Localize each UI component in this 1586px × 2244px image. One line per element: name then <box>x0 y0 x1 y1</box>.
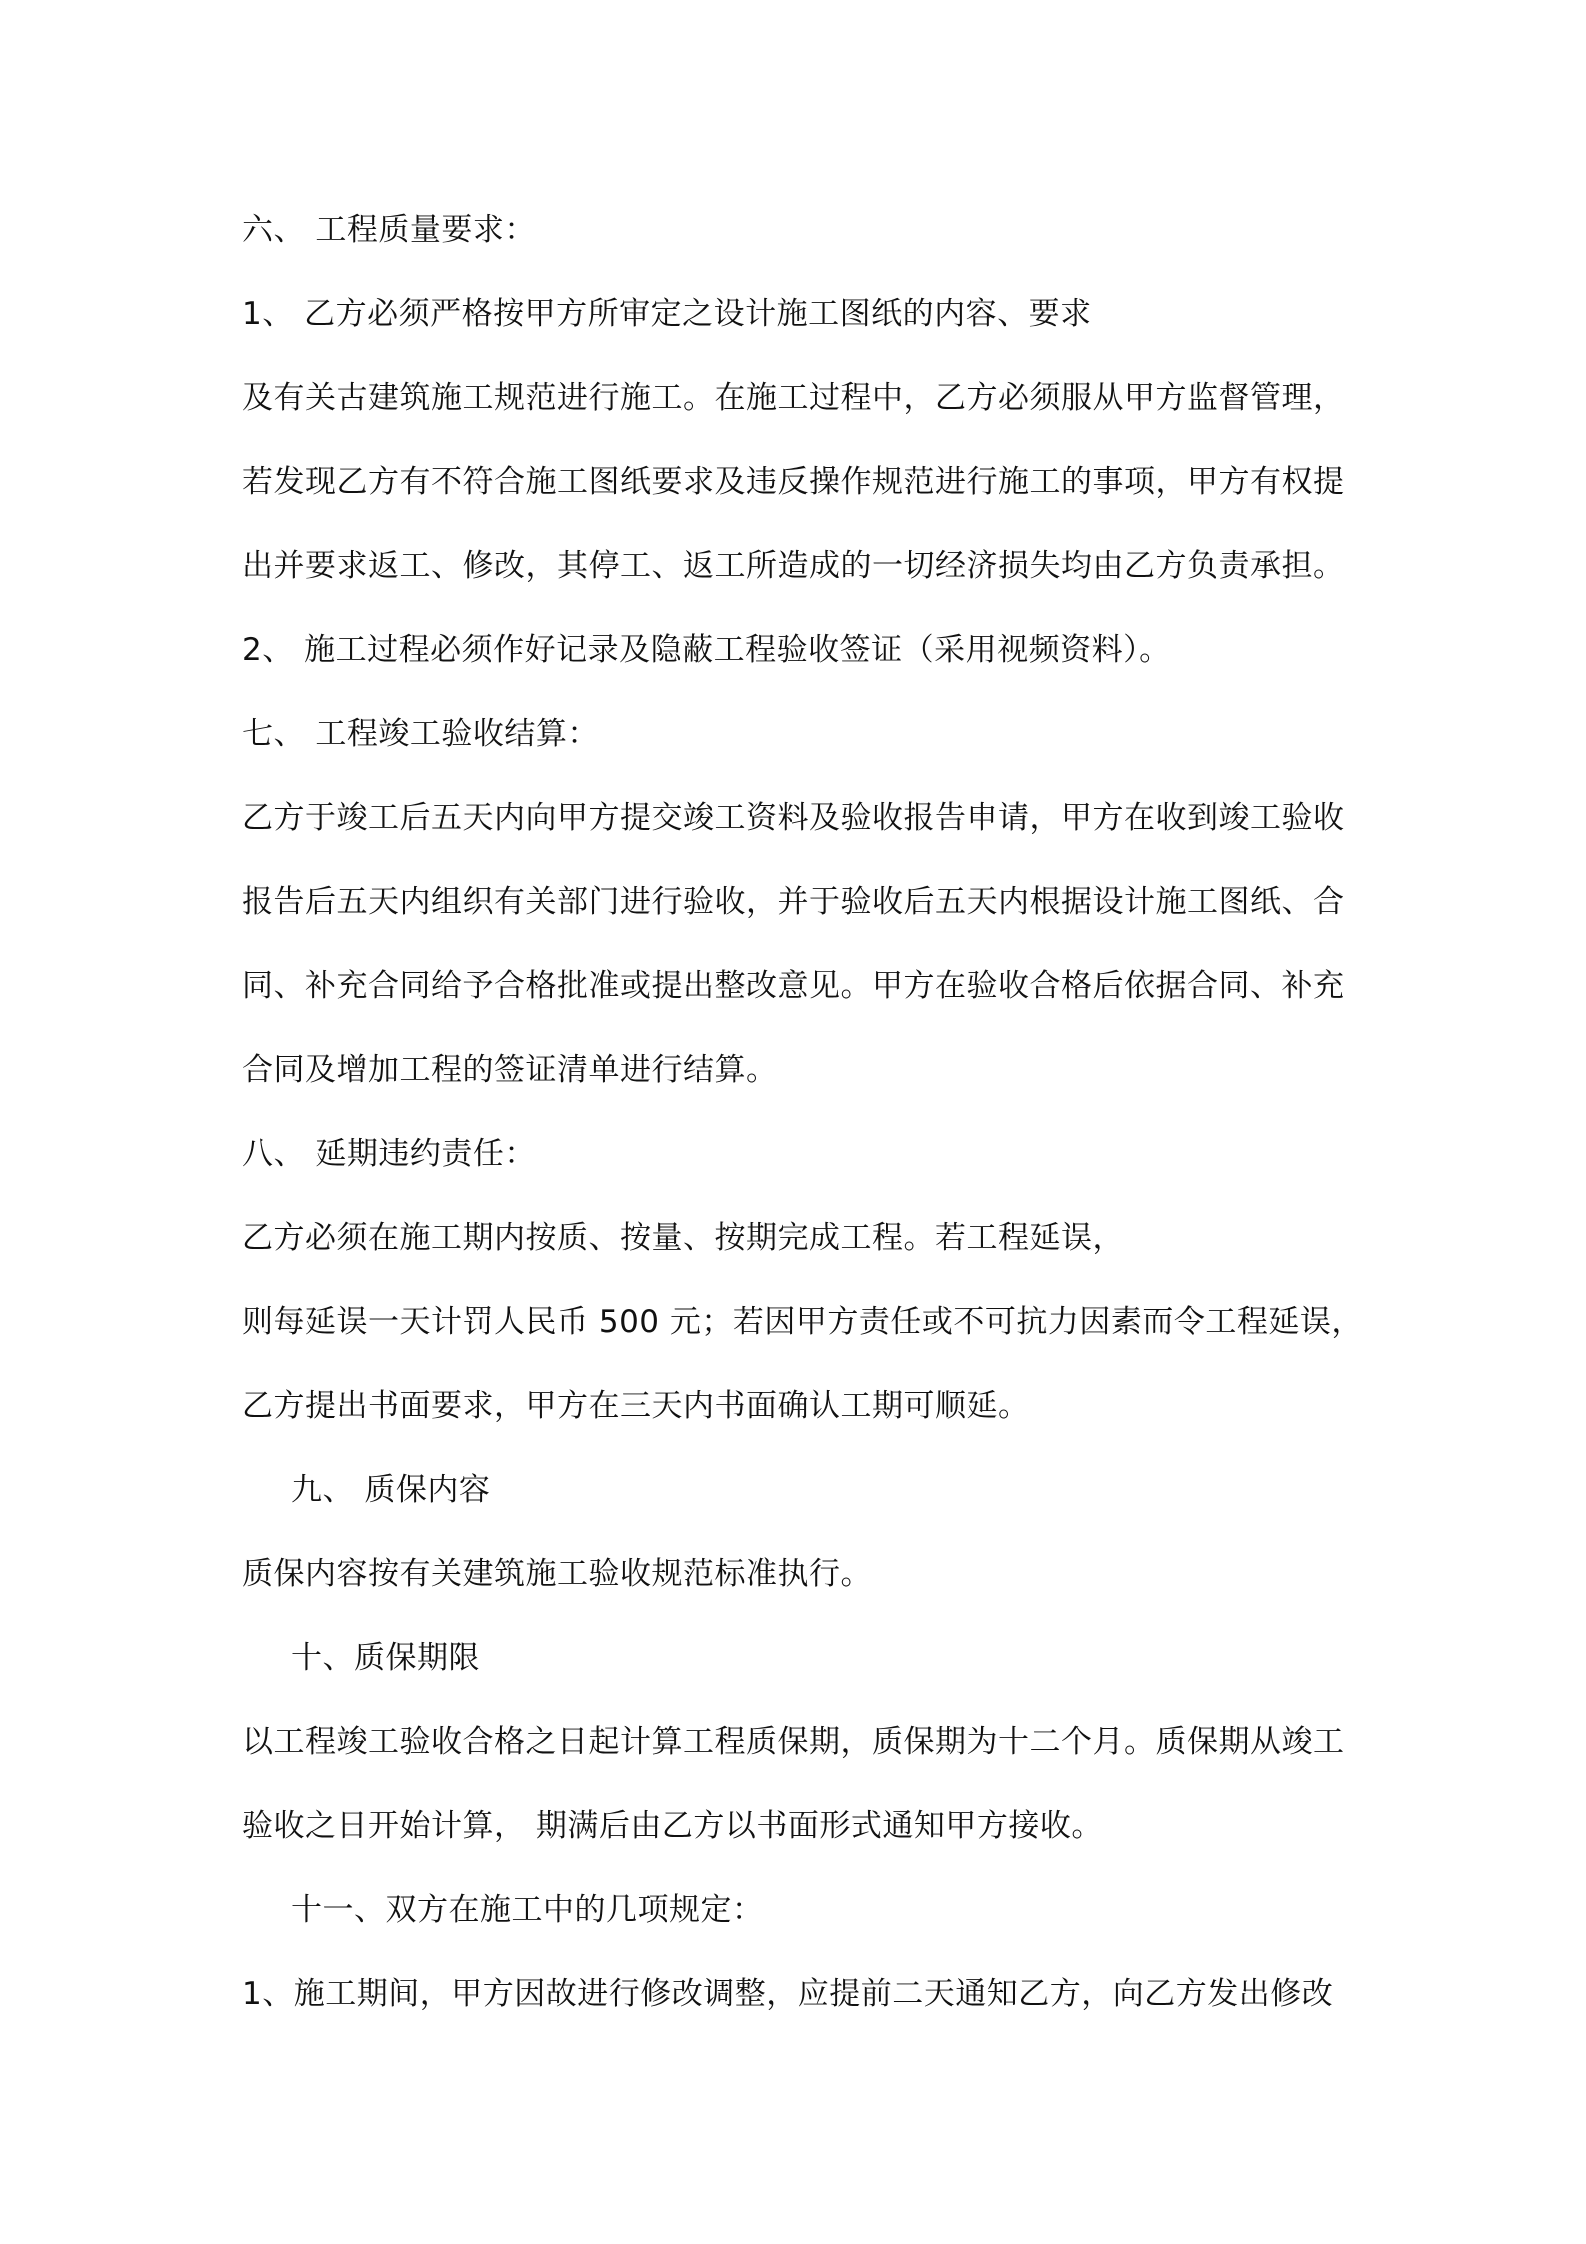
paragraph-line: 若发现乙方有不符合施工图纸要求及违反操作规范进行施工的事项，甲方有权提 <box>242 464 1345 500</box>
section-heading-9: 九、 质保内容 <box>291 1472 491 1508</box>
paragraph-line: 合同及增加工程的签证清单进行结算。 <box>242 1052 778 1088</box>
paragraph-line: 质保内容按有关建筑施工验收规范标准执行。 <box>242 1556 872 1592</box>
section-heading-11: 十一、双方在施工中的几项规定： <box>291 1892 764 1928</box>
paragraph-line: 1、 乙方必须严格按甲方所审定之设计施工图纸的内容、要求 <box>242 296 1092 332</box>
paragraph-line: 乙方于竣工后五天内向甲方提交竣工资料及验收报告申请，甲方在收到竣工验收 <box>242 800 1345 836</box>
paragraph-line: 验收之日开始计算， 期满后由乙方以书面形式通知甲方接收。 <box>242 1808 1103 1844</box>
paragraph-line: 同、补充合同给予合格批准或提出整改意见。甲方在验收合格后依据合同、补充 <box>242 968 1345 1004</box>
section-heading-7: 七、 工程竣工验收结算： <box>242 716 599 752</box>
paragraph-line: 乙方提出书面要求，甲方在三天内书面确认工期可顺延。 <box>242 1388 1030 1424</box>
section-heading-10: 十、质保期限 <box>291 1640 480 1676</box>
paragraph-line: 以工程竣工验收合格之日起计算工程质保期，质保期为十二个月。质保期从竣工 <box>242 1724 1345 1760</box>
paragraph-line: 报告后五天内组织有关部门进行验收，并于验收后五天内根据设计施工图纸、合 <box>242 884 1345 920</box>
paragraph-line: 出并要求返工、修改，其停工、返工所造成的一切经济损失均由乙方负责承担。 <box>242 548 1345 584</box>
paragraph-line: 2、 施工过程必须作好记录及隐蔽工程验收签证（采用视频资料）。 <box>242 632 1171 668</box>
paragraph-line: 则每延误一天计罚人民币 500 元；若因甲方责任或不可抗力因素而令工程延误， <box>242 1304 1363 1340</box>
section-heading-6: 六、 工程质量要求： <box>242 212 536 248</box>
paragraph-line: 乙方必须在施工期内按质、按量、按期完成工程。若工程延误， <box>242 1220 1124 1256</box>
paragraph-line: 1、施工期间，甲方因故进行修改调整，应提前二天通知乙方，向乙方发出修改 <box>242 1976 1334 2012</box>
section-heading-8: 八、 延期违约责任： <box>242 1136 536 1172</box>
paragraph-line: 及有关古建筑施工规范进行施工。在施工过程中，乙方必须服从甲方监督管理， <box>242 380 1345 416</box>
